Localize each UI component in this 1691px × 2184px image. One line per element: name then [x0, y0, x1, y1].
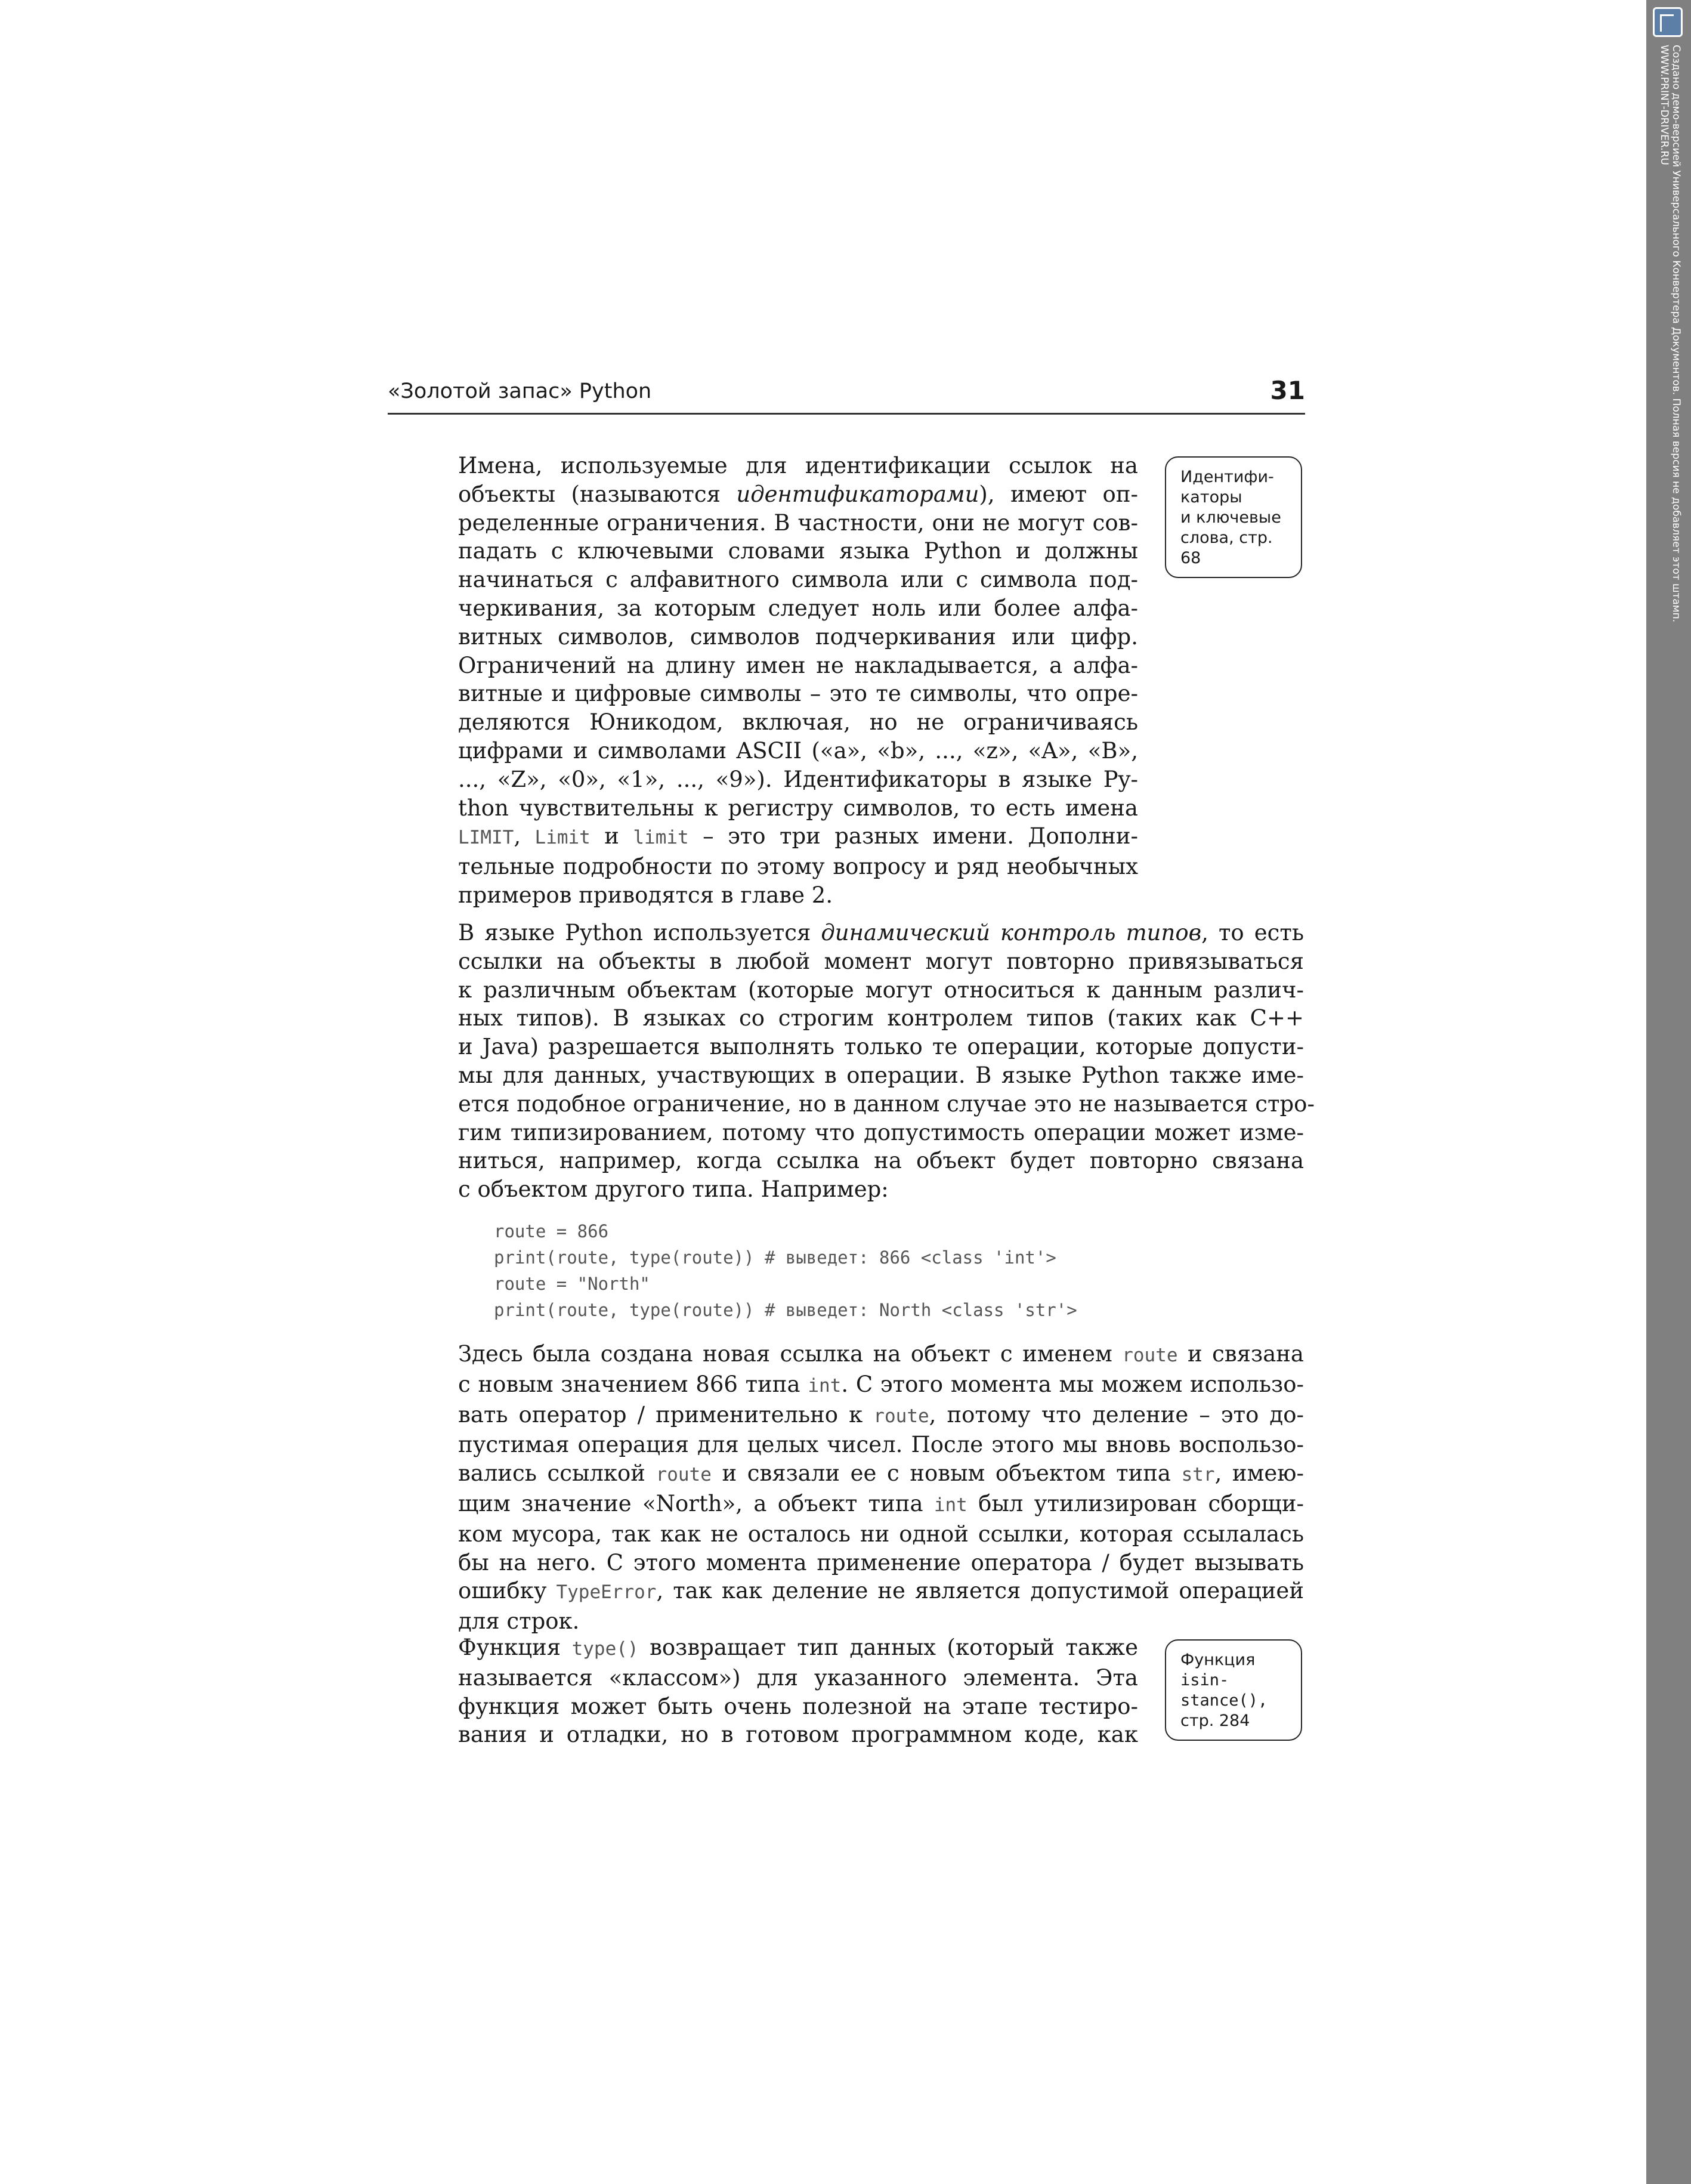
text-line: начинаться с алфавитного символа или с символа под- [458, 567, 1138, 593]
inline-code: limit [633, 827, 689, 849]
text-line: вать оператор / применительно к route, потому что деление – это до- [458, 1401, 1304, 1428]
text-line: к различным объектам (которые могут относиться к данным различ- [458, 977, 1304, 1003]
text-line: деляются Юникодом, включая, но не ограничиваясь [458, 709, 1138, 736]
text-line: и Java) разрешается выполнять только те операции, которые допусти- [458, 1034, 1304, 1060]
text-line: черкивания, за которым следует ноль или более алфа- [458, 595, 1138, 621]
text-line: вались ссылкой route и связали ее с новым объектом типа str, имею- [458, 1460, 1304, 1487]
note-line: каторы [1180, 488, 1242, 506]
text-line: бы на него. С этого момента применение оператора / будет вызывать [458, 1549, 1304, 1576]
text-line: цифрами и символами ASCII («a», «b», ..., «z», «A», «B», [458, 737, 1138, 764]
paragraph-dynamic-typing [458, 919, 1315, 1204]
text-line: В языке Python используется динамический контроль типов, то есть [458, 920, 1304, 946]
inline-code: route [1122, 1345, 1178, 1366]
margin-note-isinstance [1165, 1639, 1302, 1741]
inline-code: Limit [534, 827, 591, 849]
note-line: Функция [1180, 1651, 1256, 1669]
paragraph-route-example [458, 1340, 1304, 1636]
text-line: витных символов, символов подчеркивания или цифр. [458, 623, 1138, 650]
note-line: isin- [1180, 1671, 1229, 1689]
inline-code: route [656, 1464, 712, 1486]
inline-code: TypeError [556, 1581, 657, 1604]
inline-code: LIMIT [458, 827, 514, 849]
note-line: stance(), [1180, 1691, 1268, 1710]
inline-code: int [933, 1494, 967, 1516]
margin-note-identifiers [1165, 456, 1302, 578]
text-line: thon чувствительны к регистру символов, то есть имена [458, 795, 1138, 821]
note-line: слова, стр. 68 [1180, 529, 1273, 567]
paragraph-type-function [458, 1633, 1138, 1749]
text-line: Имена, используемые для идентификации ссылок на [458, 453, 1138, 478]
text-line: ошибку TypeError, так как деление не является допустимой операцией [458, 1578, 1304, 1604]
text-line: для строк. [458, 1608, 580, 1635]
text-line: Ограничений на длину имен не накладывается, а алфа- [458, 652, 1138, 678]
emphasis: идентификаторами [736, 481, 979, 507]
converter-logo-icon [1653, 7, 1683, 37]
text-line: тельные подробности по этому вопросу и ряд необычных [458, 854, 1138, 880]
emphasis: динамический контроль типов [821, 920, 1202, 946]
text-line: с объектом другого типа. Например: [458, 1176, 889, 1203]
watermark-text: Создано демо-версией Универсального Конвертера Документов. Полная версия не добавляет этот штамп. WWW.PRINT-DRIVER.RU [1658, 45, 1682, 623]
inline-code: int [808, 1374, 842, 1397]
text-line: функция может быть очень полезной на этапе тестиро- [458, 1693, 1138, 1719]
text-line: ниться, например, когда ссылка на объект будет повторно связана [458, 1148, 1304, 1174]
text-line: Здесь была создана новая ссылка на объект с именем route и связана [458, 1341, 1304, 1367]
text-line: LIMIT, Limit и limit – это три разных имени. Дополни- [458, 823, 1139, 849]
text-line: ных типов). В языках со строгим контролем типов (таких как C++ [458, 1005, 1304, 1031]
running-head [388, 375, 1305, 415]
demo-watermark-strip [1646, 0, 1691, 2184]
text-line: с новым значением 866 типа int. С этого момента мы можем использо- [458, 1371, 1304, 1397]
text-line: ределенные ограничения. В частности, они не могут сов- [458, 509, 1138, 536]
code-line: print(route, type(route)) # выведет: North <class 'str'> [494, 1300, 1077, 1320]
text-line: объекты (называются идентификаторами), имеют оп- [458, 481, 1138, 507]
code-listing [494, 1218, 1077, 1323]
code-line: print(route, type(route)) # выведет: 866 <class 'int'> [494, 1247, 1056, 1268]
running-title: «Золотой запас» Python [388, 379, 652, 403]
paragraph-identifiers [458, 452, 1138, 910]
text-line: ется подобное ограничение, но в данном случае это не называется стро- [458, 1091, 1315, 1117]
text-line: ссылки на объекты в любой момент могут повторно привязываться [458, 948, 1304, 974]
text-line: мы для данных, участвующих в операции. В языке Python также име- [458, 1062, 1304, 1088]
text-line: Функция type() возвращает тип данных (который также [458, 1635, 1138, 1660]
text-line: падать с ключевыми словами языка Python и должны [458, 538, 1138, 564]
note-line: Идентифи- [1180, 468, 1274, 486]
code-line: route = "North" [494, 1274, 650, 1294]
note-line: стр. 284 [1180, 1712, 1250, 1730]
code-line: route = 866 [494, 1221, 609, 1241]
text-line: гим типизированием, потому что допустимость операции может изме- [458, 1119, 1304, 1145]
text-line: щим значение «North», а объект типа int был утилизирован сборщи- [458, 1490, 1304, 1516]
inline-code: route [873, 1405, 929, 1427]
text-line: примеров приводятся в главе 2. [458, 882, 833, 908]
text-line: вания и отладки, но в готовом программном коде, как [458, 1722, 1138, 1748]
page-number: 31 [1270, 376, 1305, 405]
inline-code: type() [571, 1638, 639, 1660]
text-line: ком мусора, так как не осталось ни одной ссылки, которая ссылалась [458, 1521, 1304, 1547]
text-line: ..., «Z», «0», «1», ..., «9»). Идентификаторы в языке Py- [458, 766, 1138, 792]
text-line: пустимая операция для целых чисел. После этого мы вновь воспользо- [458, 1432, 1304, 1458]
text-line: витные и цифровые символы – это те символы, что опре- [458, 681, 1138, 707]
text-line: называется «классом») для указанного элемента. Эта [458, 1664, 1138, 1691]
note-line: и ключевые [1180, 508, 1281, 527]
inline-code: str [1181, 1464, 1215, 1486]
